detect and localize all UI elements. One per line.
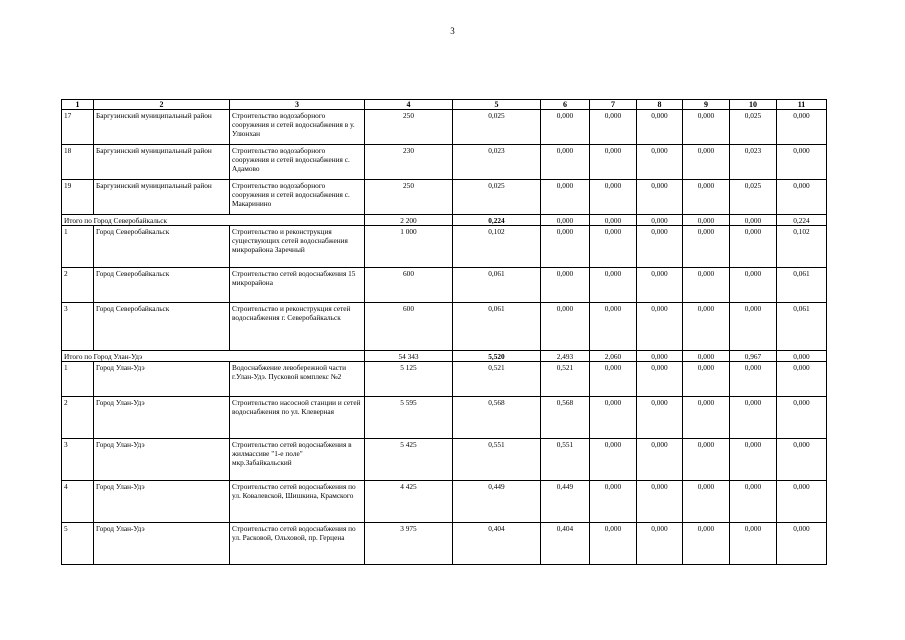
value-cell: 0,061 — [453, 268, 541, 303]
header-cell: 1 — [62, 100, 94, 110]
row-number: 1 — [62, 362, 94, 397]
value-cell: 0,000 — [730, 439, 777, 481]
district-cell: Город Улан-Удэ — [94, 523, 230, 565]
value-cell: 0,568 — [541, 397, 590, 439]
project-cell: Строительство насосной станции и сетей водоснабжения по ул. Клеверная — [230, 397, 365, 439]
total-label: Итого по Город Улан-Удэ — [62, 351, 365, 362]
header-cell: 11 — [777, 100, 827, 110]
value-cell: 0,000 — [777, 397, 827, 439]
row-number: 5 — [62, 523, 94, 565]
project-cell: Строительство сетей водоснабжения в жилмассиве "1-е поле" мкр.Забайкальский — [230, 439, 365, 481]
value-cell: 0,000 — [541, 110, 590, 145]
value-cell: 0,102 — [777, 226, 827, 268]
table-row — [62, 268, 827, 303]
value-cell: 0,449 — [541, 481, 590, 523]
project-cell: Строительство сетей водоснабжения по ул. Расковой, Ольховой, пр. Герцена — [230, 523, 365, 565]
value-cell: 600 — [365, 268, 453, 303]
value-cell: 0,000 — [590, 145, 637, 180]
value-cell: 0,551 — [453, 439, 541, 481]
value-cell: 0,000 — [637, 481, 683, 523]
row-number: 2 — [62, 397, 94, 439]
value-cell: 0,000 — [683, 303, 730, 351]
total-label: Итого по Город Северобайкальск — [62, 215, 365, 226]
row-number: 18 — [62, 145, 94, 180]
table-row — [62, 397, 827, 439]
value-cell: 0,000 — [683, 523, 730, 565]
value-cell: 5 595 — [365, 397, 453, 439]
value-cell: 0,000 — [590, 481, 637, 523]
total-row — [62, 351, 827, 362]
district-cell: Баргузинский муниципальный район — [94, 145, 230, 180]
table-row — [62, 110, 827, 145]
header-cell: 8 — [637, 100, 683, 110]
value-cell: 0,000 — [637, 268, 683, 303]
table-row — [62, 226, 827, 268]
row-number: 19 — [62, 180, 94, 215]
value-cell: 0,000 — [777, 145, 827, 180]
header-cell: 3 — [230, 100, 365, 110]
value-cell: 3 975 — [365, 523, 453, 565]
value-cell: 0,000 — [777, 110, 827, 145]
project-cell: Строительство водозаборного сооружения и сетей водоснабжения с. Макаринино — [230, 180, 365, 215]
value-cell: 0,000 — [637, 145, 683, 180]
value-cell: 0,000 — [637, 351, 683, 362]
value-cell: 0,000 — [683, 215, 730, 226]
project-cell: Строительство и реконструкция сетей водоснабжения г. Северобайкальск — [230, 303, 365, 351]
value-cell: 2 200 — [365, 215, 453, 226]
value-cell: 0,000 — [730, 523, 777, 565]
value-cell: 0,000 — [590, 362, 637, 397]
value-cell: 0,000 — [777, 362, 827, 397]
row-number: 17 — [62, 110, 94, 145]
district-cell: Город Улан-Удэ — [94, 481, 230, 523]
value-cell: 0,061 — [453, 303, 541, 351]
project-cell: Строительство водозаборного сооружения и сетей водоснабжения в у. Улюнхан — [230, 110, 365, 145]
project-cell: Строительство водозаборного сооружения и сетей водоснабжения с. Адамово — [230, 145, 365, 180]
value-cell: 0,061 — [777, 303, 827, 351]
header-cell: 7 — [590, 100, 637, 110]
value-cell: 0,449 — [453, 481, 541, 523]
value-cell: 0,025 — [453, 180, 541, 215]
value-cell: 0,102 — [453, 226, 541, 268]
header-cell: 9 — [683, 100, 730, 110]
value-cell: 0,000 — [637, 439, 683, 481]
table-row — [62, 362, 827, 397]
value-cell: 0,000 — [637, 362, 683, 397]
value-cell: 0,000 — [590, 268, 637, 303]
row-number: 2 — [62, 268, 94, 303]
value-cell: 0,000 — [730, 226, 777, 268]
value-cell: 0,000 — [590, 397, 637, 439]
value-cell: 0,000 — [541, 180, 590, 215]
header-cell: 2 — [94, 100, 230, 110]
value-cell: 0,000 — [590, 226, 637, 268]
value-cell: 4 425 — [365, 481, 453, 523]
table-row — [62, 523, 827, 565]
value-cell: 0,000 — [590, 180, 637, 215]
value-cell: 0,000 — [683, 397, 730, 439]
value-cell: 0,000 — [730, 215, 777, 226]
row-number: 1 — [62, 226, 94, 268]
value-cell: 0,000 — [590, 215, 637, 226]
value-cell: 0,000 — [683, 110, 730, 145]
water-supply-table — [61, 99, 827, 565]
value-cell: 5,520 — [453, 351, 541, 362]
value-cell: 0,061 — [777, 268, 827, 303]
value-cell: 0,025 — [730, 110, 777, 145]
value-cell: 0,000 — [777, 180, 827, 215]
value-cell: 0,000 — [730, 303, 777, 351]
value-cell: 0,000 — [777, 351, 827, 362]
header-cell: 4 — [365, 100, 453, 110]
value-cell: 0,000 — [777, 439, 827, 481]
table-row — [62, 439, 827, 481]
value-cell: 0,000 — [541, 303, 590, 351]
district-cell: Город Улан-Удэ — [94, 397, 230, 439]
value-cell: 0,000 — [590, 439, 637, 481]
district-cell: Город Северобайкальск — [94, 303, 230, 351]
value-cell: 0,000 — [637, 303, 683, 351]
value-cell: 0,000 — [637, 180, 683, 215]
value-cell: 2,060 — [590, 351, 637, 362]
value-cell: 0,000 — [683, 439, 730, 481]
value-cell: 230 — [365, 145, 453, 180]
header-cell: 6 — [541, 100, 590, 110]
value-cell: 0,000 — [683, 226, 730, 268]
value-cell: 0,224 — [777, 215, 827, 226]
value-cell: 0,000 — [730, 268, 777, 303]
project-cell: Строительство сетей водоснабжения по ул. Ковалевской, Шишкина, Крамского — [230, 481, 365, 523]
value-cell: 0,224 — [453, 215, 541, 226]
value-cell: 250 — [365, 180, 453, 215]
district-cell: Город Улан-Удэ — [94, 362, 230, 397]
district-cell: Баргузинский муниципальный район — [94, 180, 230, 215]
project-cell: Строительство и реконструкция существующих сетей водоснабжения микрорайона Заречный — [230, 226, 365, 268]
value-cell: 0,000 — [777, 481, 827, 523]
value-cell: 0,000 — [637, 226, 683, 268]
value-cell: 5 125 — [365, 362, 453, 397]
value-cell: 0,000 — [777, 523, 827, 565]
value-cell: 0,967 — [730, 351, 777, 362]
value-cell: 0,404 — [453, 523, 541, 565]
value-cell: 5 425 — [365, 439, 453, 481]
district-cell: Город Северобайкальск — [94, 226, 230, 268]
value-cell: 0,025 — [453, 110, 541, 145]
value-cell: 0,521 — [453, 362, 541, 397]
district-cell: Город Северобайкальск — [94, 268, 230, 303]
value-cell: 0,000 — [683, 351, 730, 362]
value-cell: 0,000 — [683, 481, 730, 523]
header-row — [62, 100, 827, 110]
value-cell: 0,000 — [637, 215, 683, 226]
value-cell: 0,000 — [730, 481, 777, 523]
value-cell: 0,025 — [730, 180, 777, 215]
table-row — [62, 180, 827, 215]
page-number: 3 — [450, 26, 455, 36]
value-cell: 0,000 — [590, 303, 637, 351]
value-cell: 0,000 — [683, 145, 730, 180]
value-cell: 0,000 — [637, 523, 683, 565]
value-cell: 0,000 — [730, 362, 777, 397]
row-number: 4 — [62, 481, 94, 523]
value-cell: 0,000 — [637, 397, 683, 439]
district-cell: Баргузинский муниципальный район — [94, 110, 230, 145]
header-cell: 10 — [730, 100, 777, 110]
value-cell: 0,023 — [453, 145, 541, 180]
table-row — [62, 481, 827, 523]
value-cell: 0,000 — [541, 226, 590, 268]
value-cell: 0,404 — [541, 523, 590, 565]
value-cell: 0,000 — [730, 397, 777, 439]
district-cell: Город Улан-Удэ — [94, 439, 230, 481]
value-cell: 0,551 — [541, 439, 590, 481]
value-cell: 0,000 — [590, 523, 637, 565]
value-cell: 0,000 — [541, 215, 590, 226]
total-row — [62, 215, 827, 226]
value-cell: 0,000 — [683, 362, 730, 397]
value-cell: 0,023 — [730, 145, 777, 180]
value-cell: 0,000 — [683, 180, 730, 215]
value-cell: 54 343 — [365, 351, 453, 362]
value-cell: 0,521 — [541, 362, 590, 397]
value-cell: 0,000 — [541, 145, 590, 180]
value-cell: 0,568 — [453, 397, 541, 439]
project-cell: Водоснабжение левобережной части г.Улан-Удэ. Пусковой комплекс №2 — [230, 362, 365, 397]
value-cell: 250 — [365, 110, 453, 145]
header-cell: 5 — [453, 100, 541, 110]
table-row — [62, 303, 827, 351]
row-number: 3 — [62, 303, 94, 351]
table-row — [62, 145, 827, 180]
value-cell: 2,493 — [541, 351, 590, 362]
value-cell: 0,000 — [683, 268, 730, 303]
row-number: 3 — [62, 439, 94, 481]
value-cell: 0,000 — [637, 110, 683, 145]
value-cell: 1 000 — [365, 226, 453, 268]
value-cell: 600 — [365, 303, 453, 351]
value-cell: 0,000 — [590, 110, 637, 145]
project-cell: Строительство сетей водоснабжения 15 микрорайона — [230, 268, 365, 303]
value-cell: 0,000 — [541, 268, 590, 303]
